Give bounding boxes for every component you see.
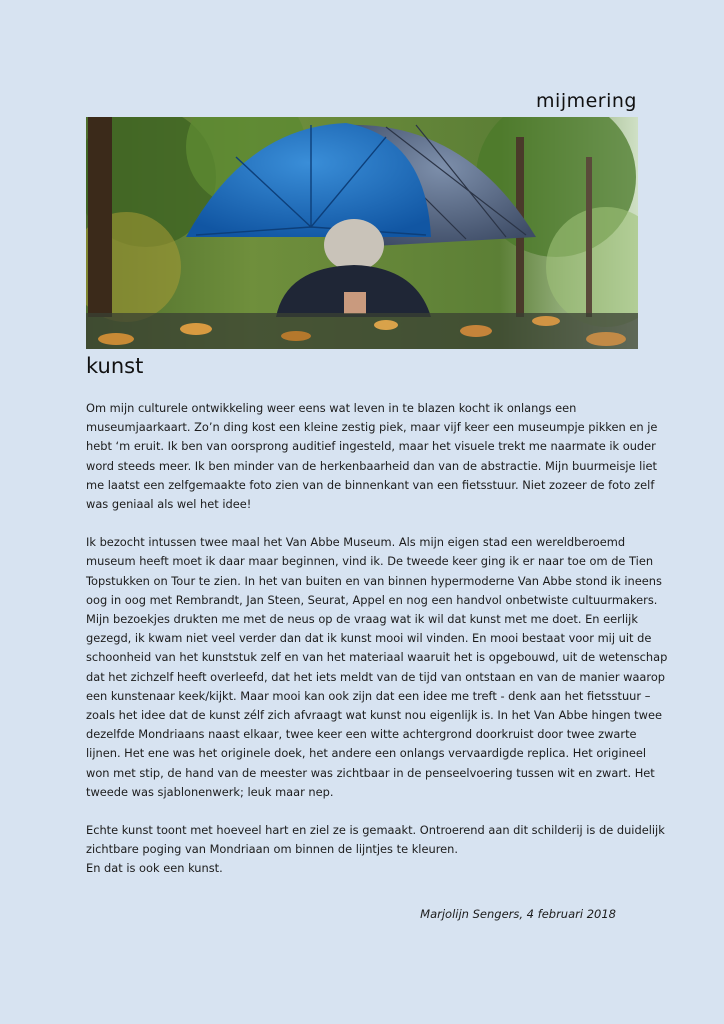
text-line: lijnen. Het ene was het originele doek, het andere een onlangs vervaardigde replica. Het origineel — [86, 746, 647, 761]
article-body — [86, 399, 668, 898]
text-line: me laatst een zelfgemaakte foto zien van de binnenkant van een fietsstuur. Niet zozeer de foto zelf — [86, 477, 655, 492]
text-line: Mijn bezoekjes drukten me met de neus op de vraag wat ik wil dat kunst met me doet. En eerlijk — [86, 612, 638, 627]
text-line: tweede was sjablonenwerk; leuk maar nep. — [86, 784, 334, 799]
section-label: mijmering — [536, 90, 637, 112]
text-line: museumjaarkaart. Zo’n ding kost een kleine zestig piek, maar vijf keer een museumpje pikken en je — [86, 420, 658, 435]
text-line: won met stip, de hand van de meester was zichtbaar in de penseelvoering tussen wit en zwart. Het — [86, 765, 655, 780]
text-line: oog in oog met Rembrandt, Jan Steen, Seurat, Appel en nog een handvol onbetwiste cultuurmakers. — [86, 592, 658, 607]
text-line: zichtbare poging van Mondriaan om binnen de lijntjes te kleuren. — [86, 842, 458, 857]
text-line: Om mijn culturele ontwikkeling weer eens wat leven in te blazen kocht ik onlangs een — [86, 401, 577, 415]
text-line: dezelfde Mondriaans naast elkaar, twee keer een witte achtergrond doorkruist door twee zwarte — [86, 727, 637, 742]
text-line: Echte kunst toont met hoeveel hart en ziel ze is gemaakt. Ontroerend aan dit schilderij is de duidelijk — [86, 823, 665, 838]
text-line: word steeds meer. Ik ben minder van de herkenbaarheid dan van de abstractie. Mijn buurmeisje liet — [86, 458, 657, 473]
header-photo — [86, 117, 638, 349]
paragraph-2 — [86, 533, 668, 802]
paragraph-1 — [86, 399, 658, 514]
text-line: Topstukken on Tour te zien. In het van buiten en van binnen hypermoderne Van Abbe stond ik ineens — [86, 573, 662, 588]
text-line: museum heeft moet ik daar maar beginnen, vind ik. De tweede keer ging ik er naar toe om de Tien — [86, 554, 654, 569]
article-title: kunst — [86, 354, 144, 378]
text-line: was geniaal als wel het idee! — [86, 497, 252, 512]
paragraph-3 — [86, 821, 665, 879]
text-line: schoonheid van het kunststuk zelf en van het materiaal waaruit het is opgebouwd, uit de wetenschap — [86, 650, 668, 665]
text-line: zoals het idee dat de kunst zélf zich afvraagt wat kunst nou eigenlijk is. In het Van Abbe hingen twee — [86, 708, 662, 723]
text-line: Ik bezocht intussen twee maal het Van Abbe Museum. Als mijn eigen stad een wereldberoemd — [86, 535, 626, 550]
text-line: hebt ‘m eruit. Ik ben van oorsprong auditief ingesteld, maar het visuele trekt me naarmate ik ouder — [86, 439, 656, 454]
text-line: een kunstenaar keek/kijkt. Maar mooi kan ook zijn dat een idee me treft - denk aan het fietsstuur – — [86, 688, 651, 703]
author-signature: Marjolijn Sengers, 4 februari 2018 — [420, 907, 616, 921]
text-line: dat het zichzelf heeft overleefd, dat het iets meldt van de tijd van ontstaan en van de manier waarop — [86, 669, 666, 684]
text-line: En dat is ook een kunst. — [86, 861, 223, 876]
text-line: gezegd, ik kwam niet veel verder dan dat ik kunst mooi wil vinden. En mooi bestaat voor mij uit de — [86, 631, 652, 646]
